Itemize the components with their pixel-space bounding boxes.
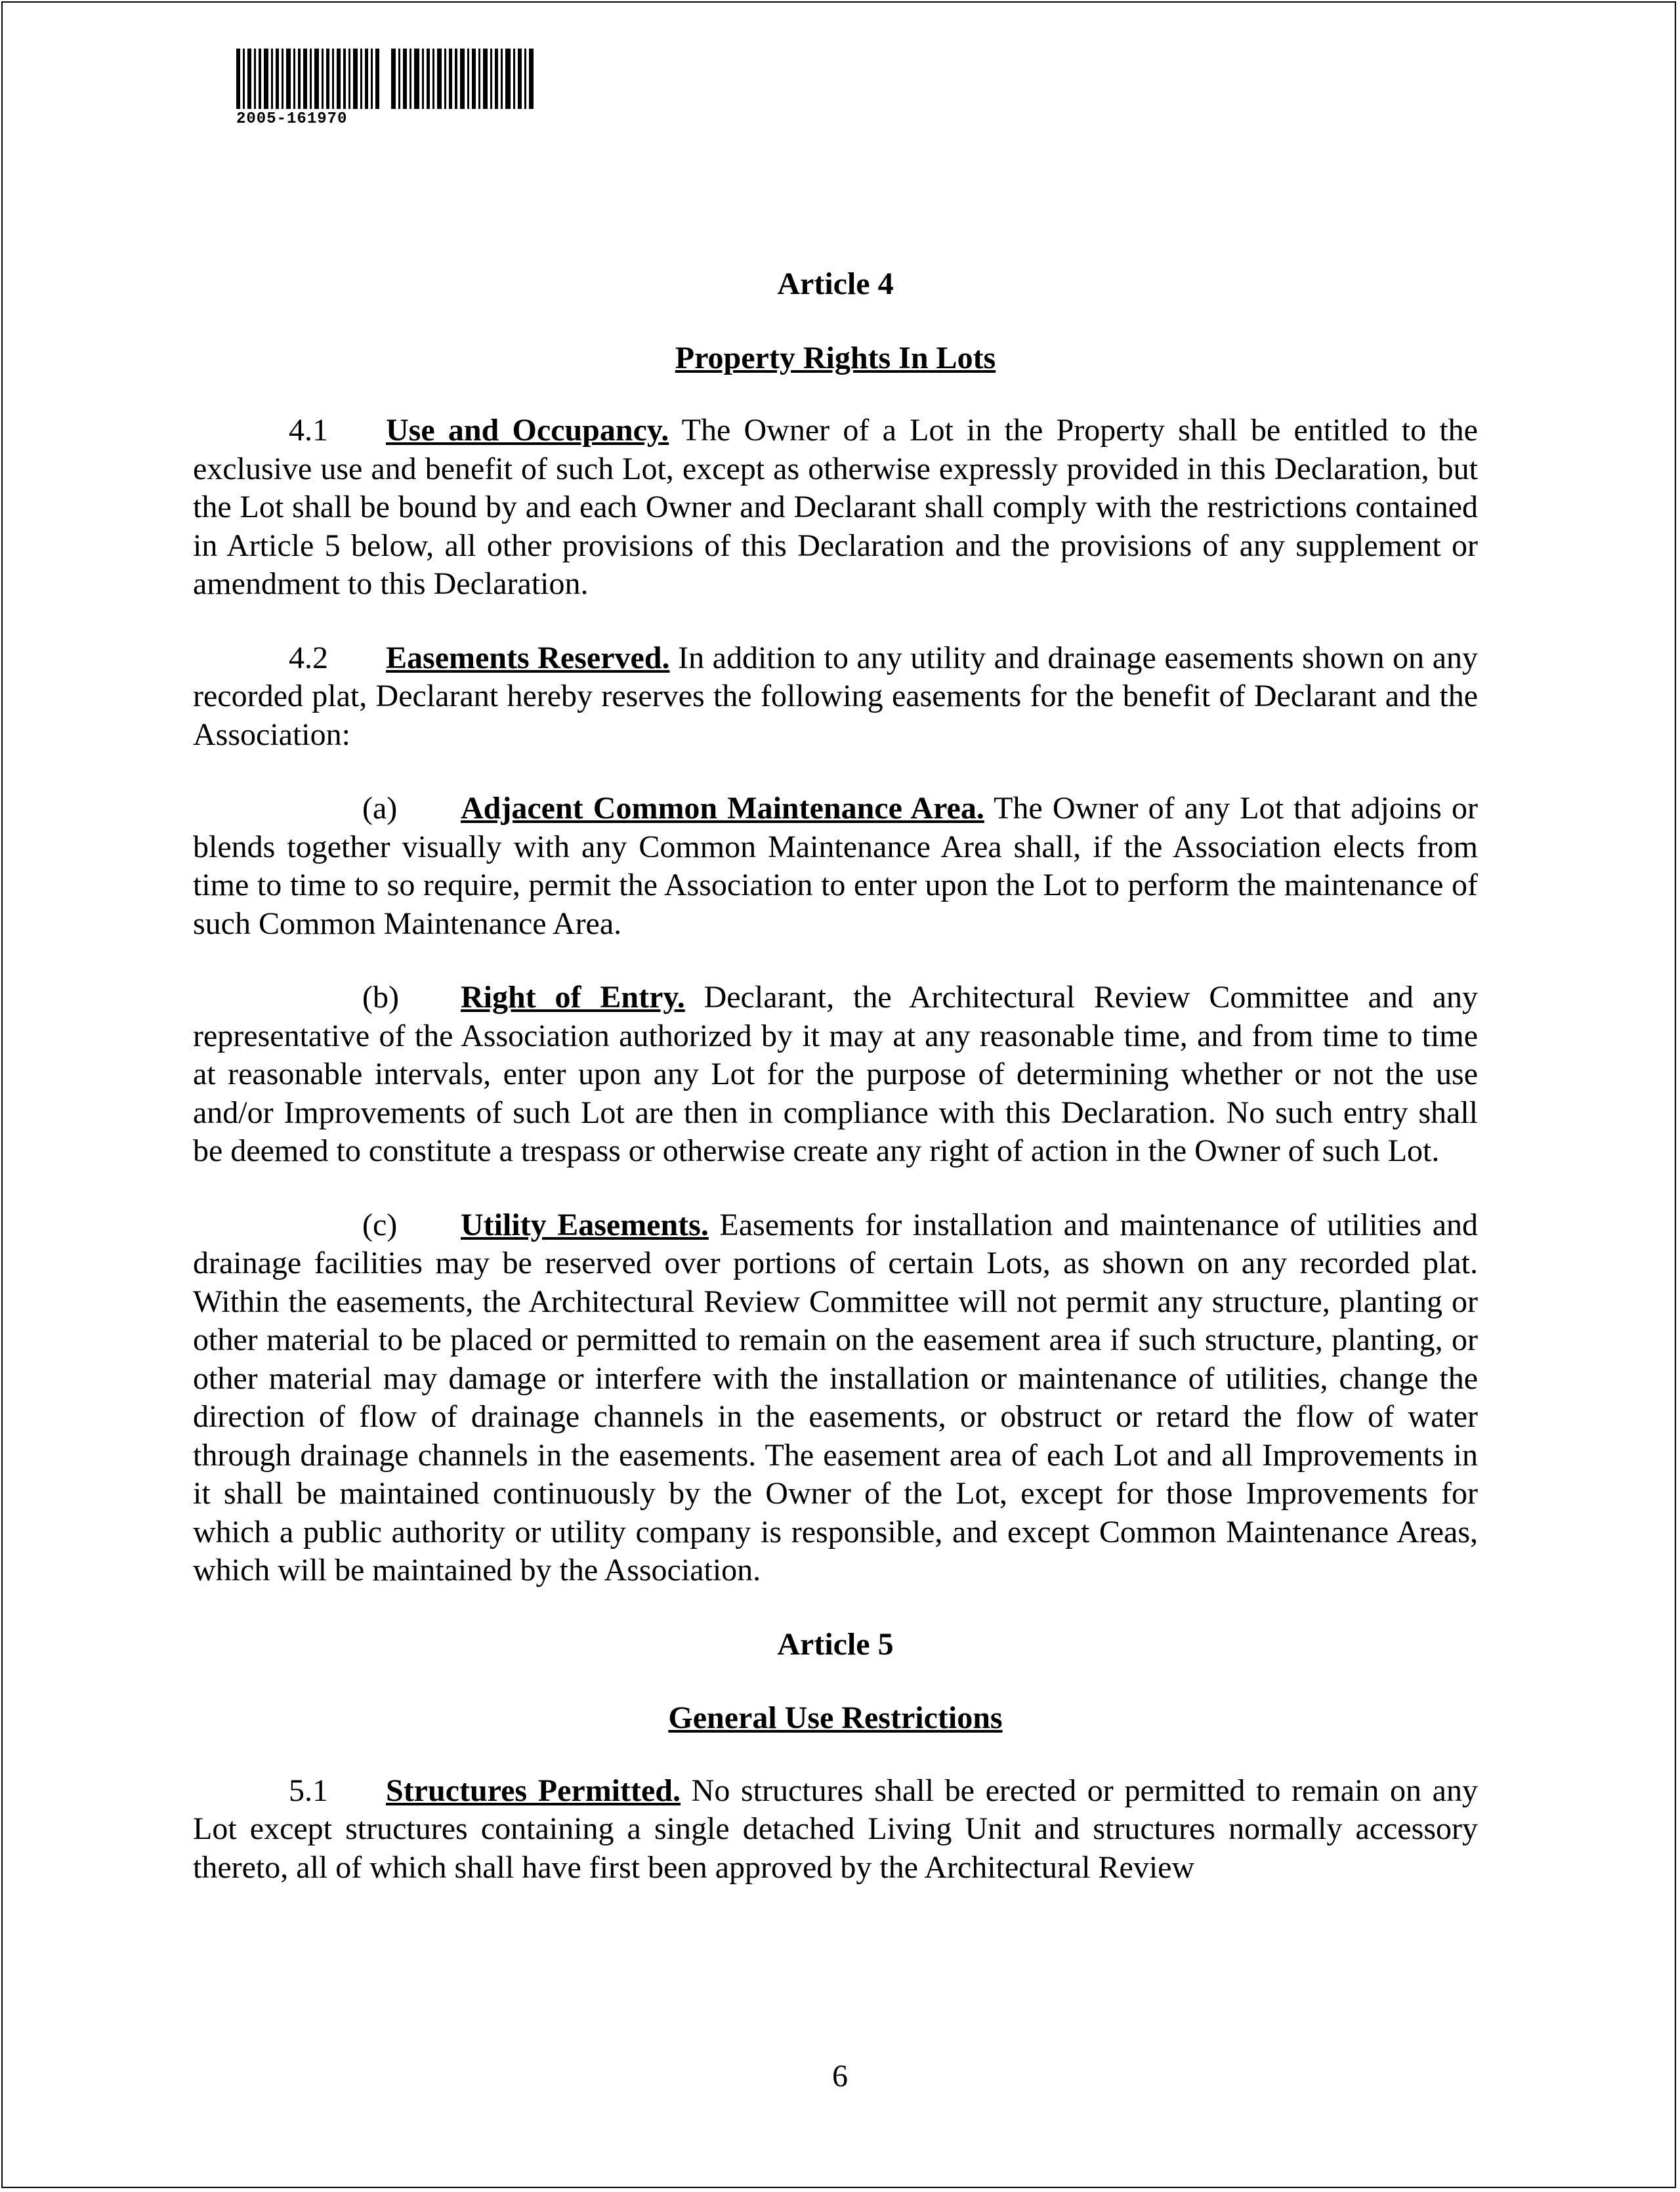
- section-number: 4.1: [289, 413, 328, 448]
- section-caption: Structures Permitted.: [386, 1773, 681, 1808]
- article-heading: Article 4: [777, 266, 894, 301]
- subsection-letter: (c): [362, 1207, 398, 1242]
- section-text: In addition to any utility and drainage easements shown on any recorded plat, Declarant hereby reserves the following easements for the benefit of Declarant and the Association:: [193, 640, 1478, 752]
- subsection-text: The Owner of any Lot that adjoins or blends together visually with any Common Maintenance Area shall, if the Association elects from time to time to so require, permit the Association to enter upon the Lot to perform the maintenance of such Common Maintenance Area.: [193, 791, 1478, 941]
- page-number: 6: [832, 2059, 848, 2094]
- document-body: [193, 265, 1478, 1922]
- section-number: 5.1: [289, 1773, 328, 1808]
- subsection-caption: Right of Entry.: [461, 980, 685, 1015]
- article-title: General Use Restrictions: [668, 1700, 1003, 1735]
- subsection-letter: (b): [362, 980, 399, 1015]
- barcode-icon: [236, 49, 538, 109]
- section-number: 4.2: [289, 640, 328, 675]
- article-heading: Article 5: [777, 1626, 894, 1662]
- subsection-text: Easements for installation and maintenance of utilities and drainage facilities may be reserved over portions of certain Lots, as shown on any recorded plat. Within the easements, the Architectural Review Committee will not permit any structure, planting or other material to be placed or permitted to remain on the easement area if such structure, planting, or other material may damage or interfere with the installation or maintenance of utilities, change the direction of flow of drainage channels in the easements, or obstruct or retard the flow of water through drainage channels in the easements. The easement area of each Lot and all Improvements in it shall be maintained continuously by the Owner of the Lot, except for those Improvements for which a public authority or utility company is responsible, and except Common Maintenance Areas, which will be maintained by the Association.: [193, 1207, 1478, 1588]
- paragraph-4-2: [193, 639, 1478, 755]
- paragraph-5-1: [193, 1772, 1478, 1887]
- subsection-letter: (a): [362, 791, 398, 826]
- subsection-caption: Utility Easements.: [461, 1207, 709, 1242]
- paragraph-4-2-a: [193, 790, 1478, 943]
- subsection-text: Declarant, the Architectural Review Committee and any representative of the Association authorized by it may at any reasonable time, and from time to time at reasonable intervals, enter upon any Lot for the purpose of determining whether or not the use and/or Improvements of such Lot are then in compliance with this Declaration. No such entry shall be deemed to constitute a trespass or otherwise create any right of action in the Owner of such Lot.: [193, 980, 1479, 1168]
- subsection-caption: Adjacent Common Maintenance Area.: [461, 791, 984, 826]
- recording-number: 2005-161970: [236, 110, 348, 128]
- section-text: No structures shall be erected or permitted to remain on any Lot except structures containing a single detached Living Unit and structures normally accessory thereto, all of which shall have first been approved by the Architectural Review: [193, 1773, 1478, 1885]
- article-title: Property Rights In Lots: [675, 340, 996, 375]
- paragraph-4-1: [193, 411, 1478, 604]
- barcode-stamp: [236, 49, 538, 128]
- section-caption: Easements Reserved.: [386, 640, 670, 675]
- section-text: The Owner of a Lot in the Property shall be entitled to the exclusive use and benefit of such Lot, except as otherwise expressly provided in this Declaration, but the Lot shall be bound by and each Owner and Declarant shall comply with the restrictions contained in Article 5 below, all other provisions of this Declaration and the provisions of any supplement or amendment to this Declaration.: [193, 413, 1478, 601]
- section-caption: Use and Occupancy.: [386, 413, 669, 448]
- paragraph-4-2-b: [193, 979, 1478, 1171]
- paragraph-4-2-c: [193, 1206, 1478, 1590]
